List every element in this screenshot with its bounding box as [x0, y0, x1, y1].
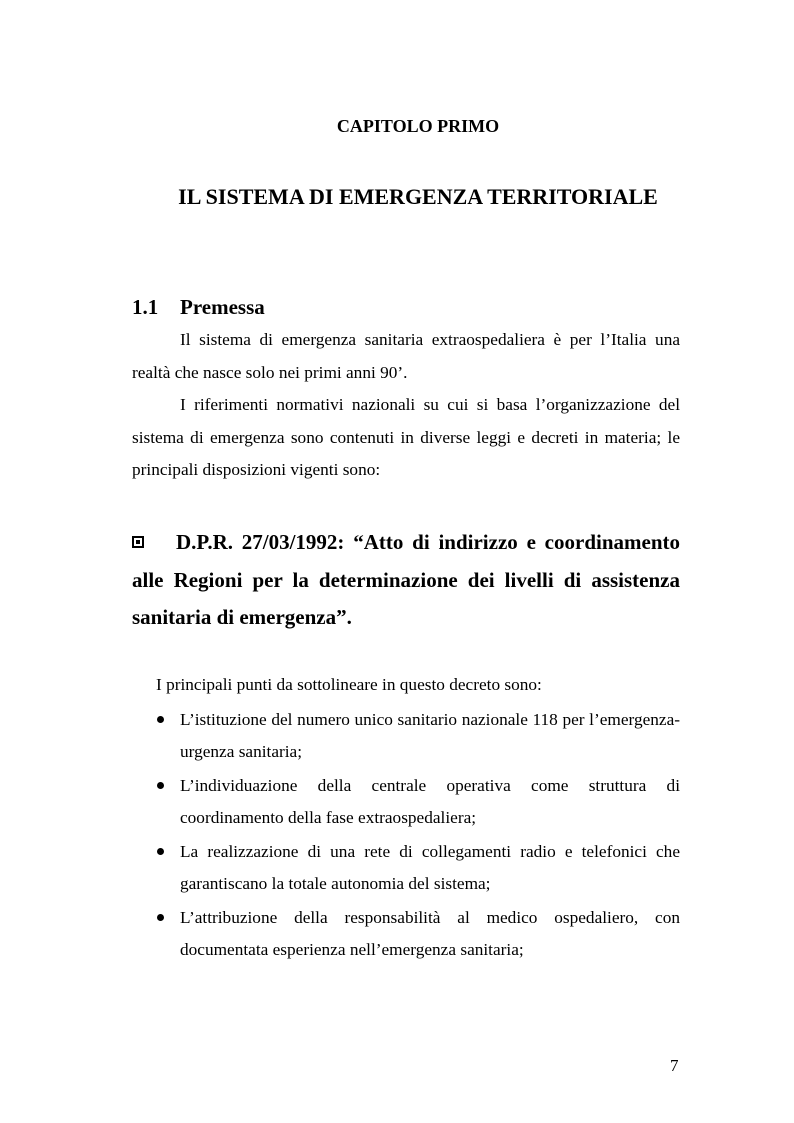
section-title: Premessa: [180, 295, 265, 319]
list-item: [155, 704, 680, 768]
paragraph-2: [132, 389, 680, 487]
points-list: [155, 704, 680, 968]
list-item: [155, 836, 680, 900]
list-item: [155, 902, 680, 966]
bullet-icon: [157, 848, 164, 855]
bullet-icon: [157, 716, 164, 723]
bullet-icon: [157, 914, 164, 921]
list-item-text: L’attribuzione della responsabilità al medico ospedaliero, con documentata esperienza nell’emergenza sanitaria;: [180, 908, 680, 959]
list-item-text: L’individuazione della centrale operativa come struttura di coordinamento della fase extraospedaliera;: [180, 776, 680, 827]
section-number: 1.1: [132, 295, 159, 319]
paragraph-text: I riferimenti normativi nazionali su cui si basa l’organizzazione del sistema di emergenza sono contenuti in diverse leggi e decreti in materia; le principali disposizioni vigenti sono:: [132, 395, 680, 479]
list-item-text: La realizzazione di una rete di collegamenti radio e telefonici che garantiscano la totale autonomia del sistema;: [180, 842, 680, 893]
bullet-icon: [157, 782, 164, 789]
paragraph-1: [132, 324, 680, 389]
section-heading: [132, 294, 265, 320]
chapter-title: IL SISTEMA DI EMERGENZA TERRITORIALE: [178, 184, 658, 209]
decree-heading: [132, 524, 680, 637]
page-number: 7: [670, 1056, 679, 1075]
list-item-text: L’istituzione del numero unico sanitario nazionale 118 per l’emergenza-urgenza sanitaria;: [180, 710, 680, 761]
square-bullet-icon: [132, 536, 144, 548]
list-item: [155, 770, 680, 834]
points-intro: I principali punti da sottolineare in questo decreto sono:: [156, 675, 542, 694]
decree-text: D.P.R. 27/03/1992: “Atto di indirizzo e coordinamento alle Regioni per la determinazione dei livelli di assistenza sanitaria di emergenza”.: [132, 530, 680, 629]
paragraph-text: Il sistema di emergenza sanitaria extraospedaliera è per l’Italia una realtà che nasce solo nei primi anni 90’.: [132, 330, 680, 382]
chapter-label: CAPITOLO PRIMO: [336, 116, 500, 136]
